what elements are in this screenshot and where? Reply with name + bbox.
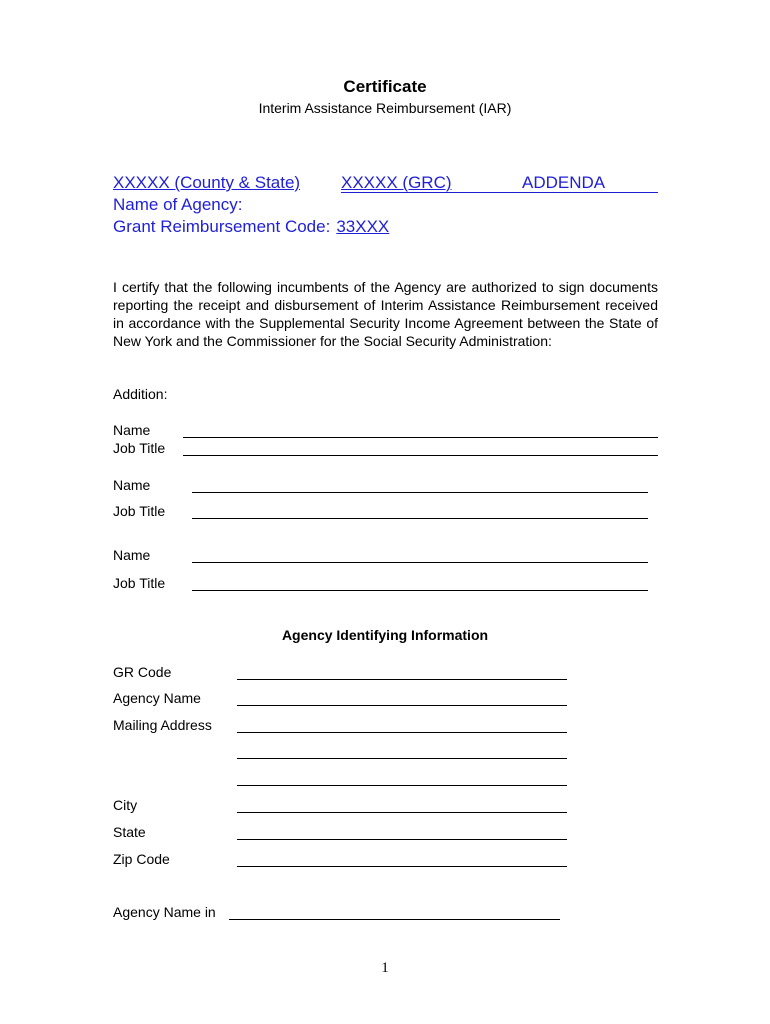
page-number: 1 <box>381 960 389 976</box>
entry-1-title-field[interactable] <box>183 455 658 456</box>
county-state-placeholder: XXXXX (County & State) <box>113 173 301 192</box>
mailing-address-line-3-field[interactable] <box>237 785 567 786</box>
entry-1-name-label: Name <box>113 422 151 438</box>
entry-2-title-field[interactable] <box>192 518 648 519</box>
entry-1-title-label: Job Title <box>113 440 166 456</box>
entry-3-name-field[interactable] <box>192 562 648 563</box>
agency-info-heading: Agency Identifying Information <box>281 627 489 643</box>
addenda-label: ADDENDA <box>522 173 606 192</box>
mailing-address-line-1-field[interactable] <box>237 732 567 733</box>
document-subtitle: Interim Assistance Reimbursement (IAR) <box>258 100 512 116</box>
gr-code-label: GR Code <box>113 664 172 680</box>
zip-code-field[interactable] <box>237 866 567 867</box>
grc-placeholder: XXXXX (GRC) <box>341 173 452 192</box>
document-title: Certificate <box>343 77 427 96</box>
agency-name-field[interactable] <box>237 705 567 706</box>
addenda-underline <box>341 192 658 193</box>
agency-name-label: Agency Name <box>113 690 201 706</box>
state-field[interactable] <box>237 839 567 840</box>
grant-code-value: 33XXX <box>336 217 390 236</box>
city-label: City <box>113 797 138 813</box>
agency-name-in-label: Agency Name in <box>113 904 216 920</box>
grant-code-label: Grant Reimbursement Code: <box>113 217 331 236</box>
name-of-agency-label: Name of Agency: <box>113 195 243 214</box>
agency-name-in-field[interactable] <box>229 919 560 920</box>
entry-3-name-label: Name <box>113 547 151 563</box>
entry-2-name-label: Name <box>113 477 151 493</box>
entry-3-title-label: Job Title <box>113 575 166 591</box>
entry-2-name-field[interactable] <box>192 492 648 493</box>
zip-code-label: Zip Code <box>113 851 170 867</box>
mailing-address-line-2-field[interactable] <box>237 758 567 759</box>
entry-1-name-field[interactable] <box>183 437 658 438</box>
entry-3-title-field[interactable] <box>192 590 648 591</box>
grant-reimbursement-code <box>113 217 389 237</box>
gr-code-field[interactable] <box>237 679 567 680</box>
entry-2-title-label: Job Title <box>113 503 166 519</box>
mailing-address-label: Mailing Address <box>113 717 212 733</box>
city-field[interactable] <box>237 812 567 813</box>
addition-label: Addition: <box>113 386 168 402</box>
certification-paragraph: I certify that the following incumbents of the Agency are authorized to sign documents reporting the receipt and disbursement of Interim Assistance Reimbursement received in accordance with the Supplemental Security Income Agreement between the State of New York and the Commissioner for the Social Security Administration: <box>113 279 658 349</box>
state-label: State <box>113 824 146 840</box>
